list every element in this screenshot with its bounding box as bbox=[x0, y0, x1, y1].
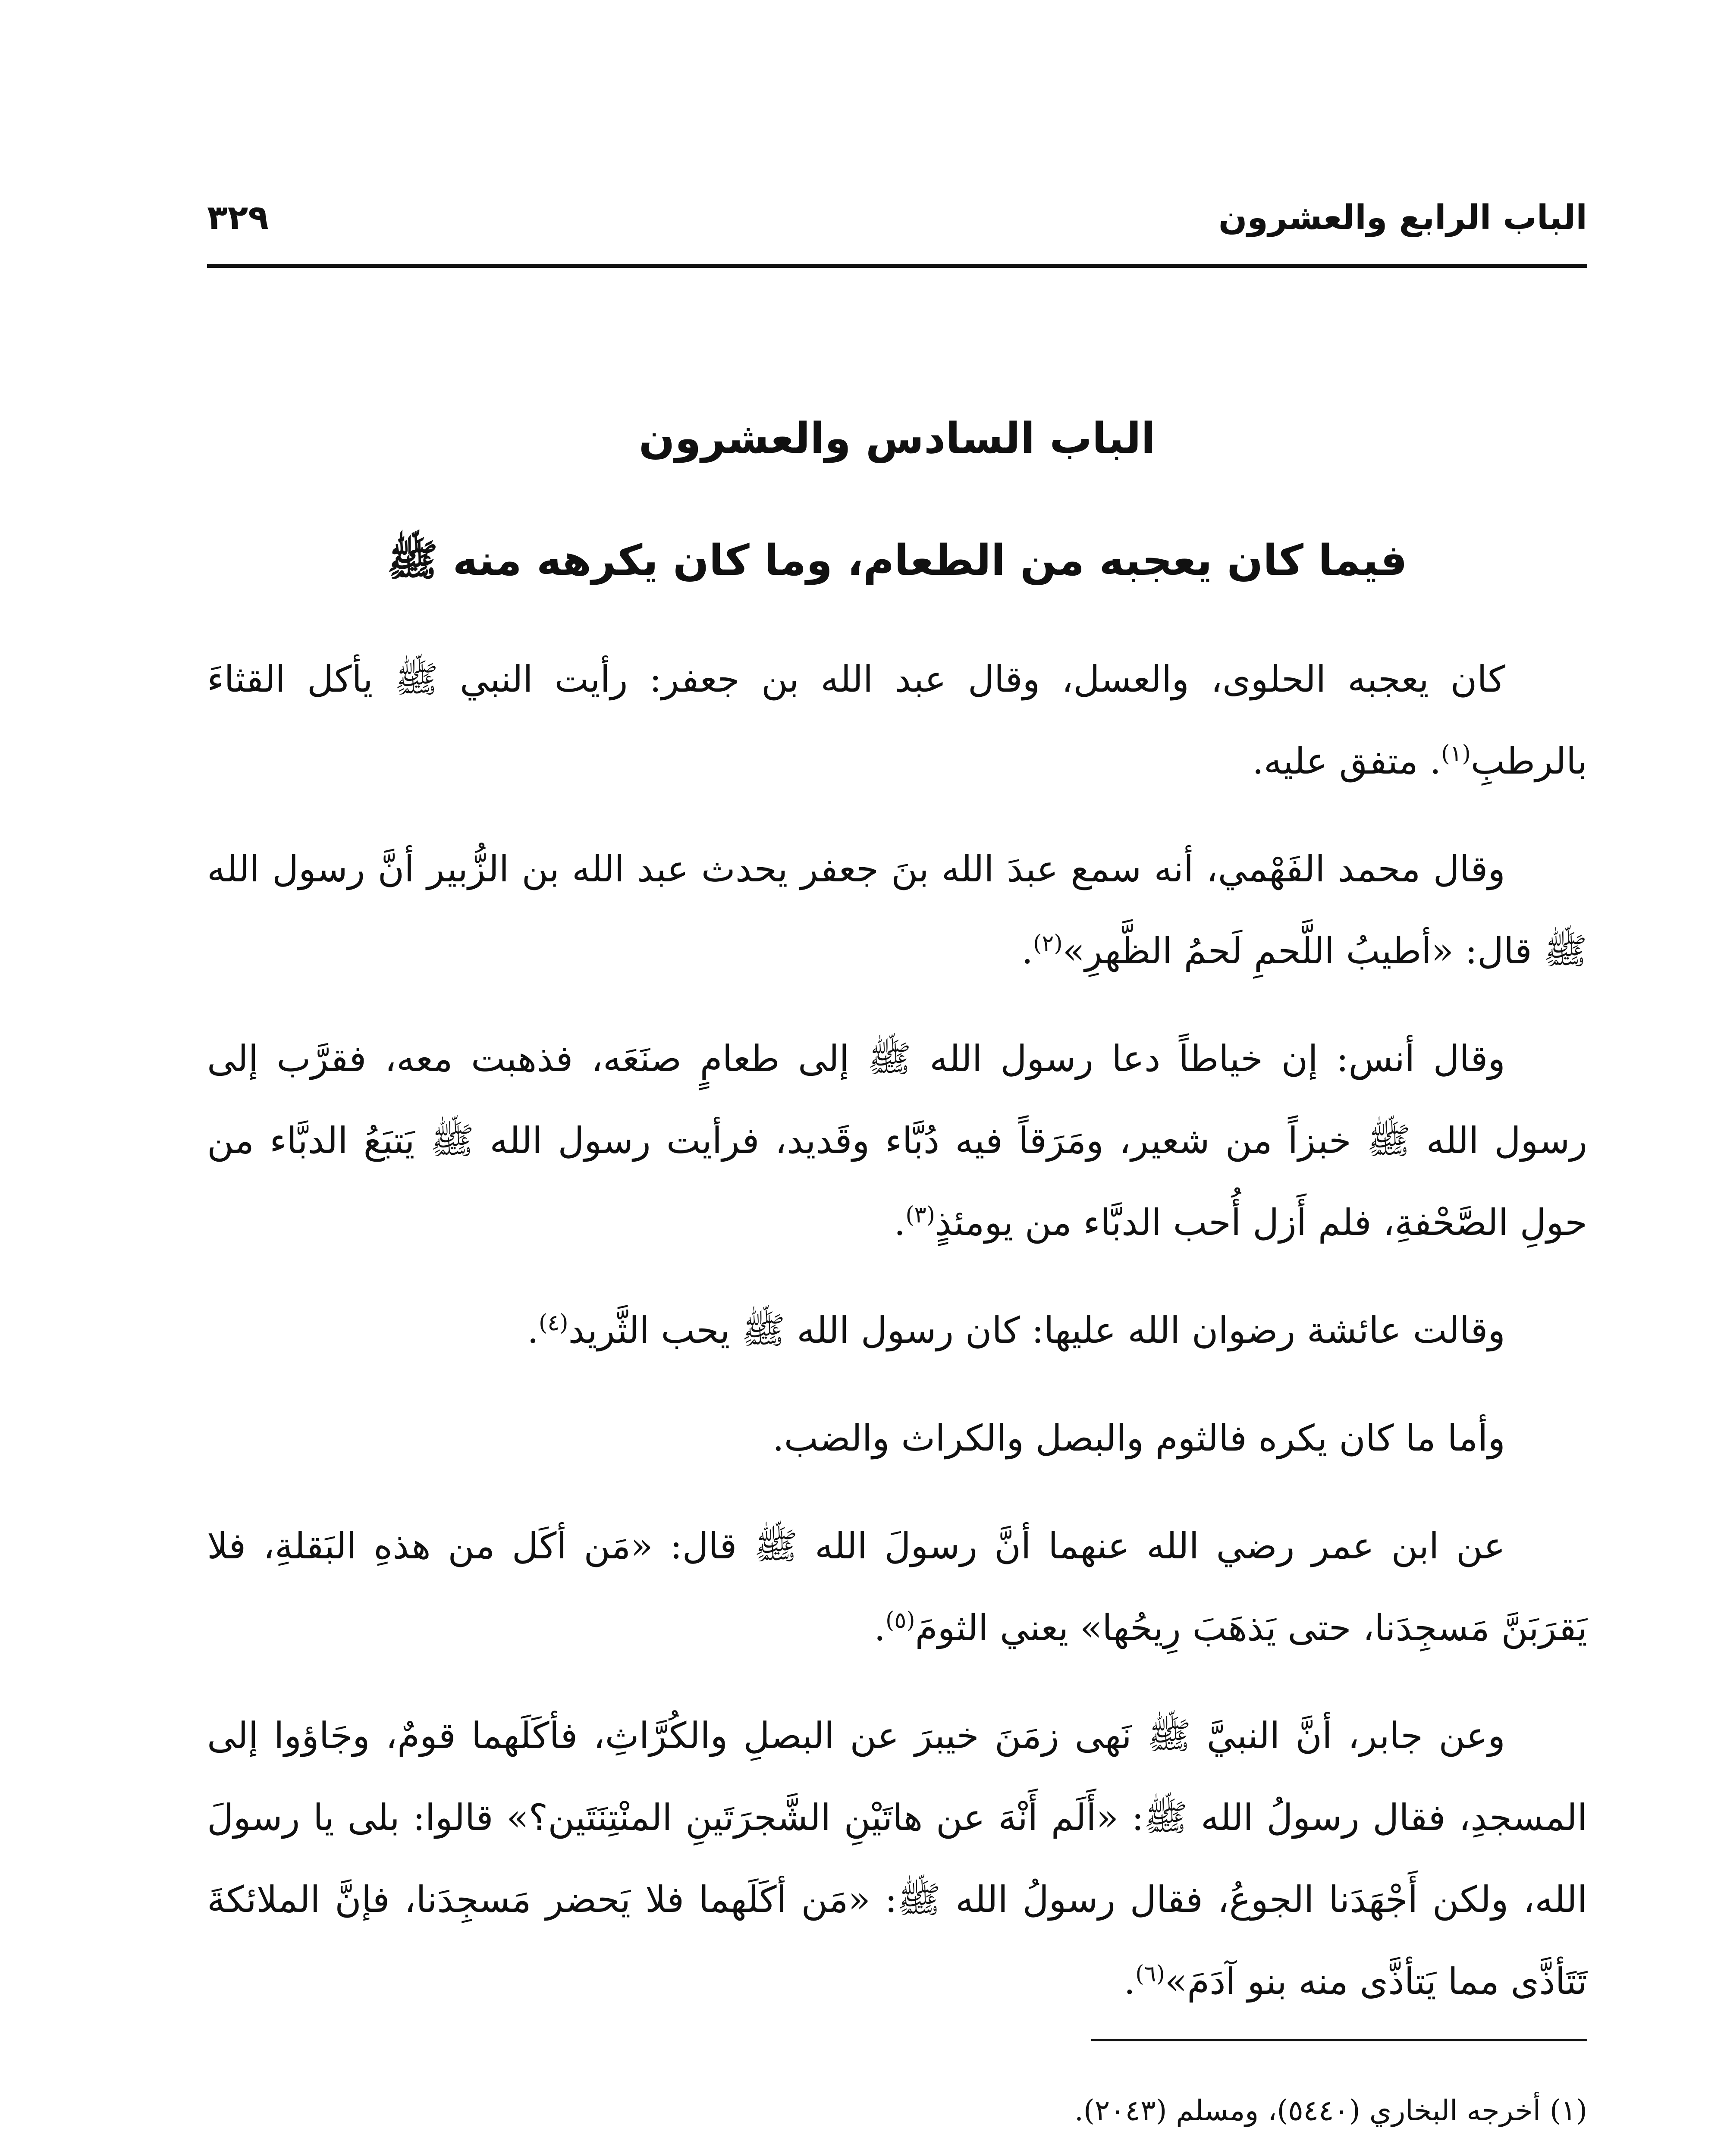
chapter-subtitle: فيما كان يعجبه من الطعام، وما كان يكرهه منه ﷺ bbox=[387, 536, 1407, 585]
footnote: (١) أخرجه البخاري (٥٤٤٠)، ومسلم (٢٠٤٣). bbox=[1074, 2094, 1587, 2127]
footnote-ref: (٣) bbox=[905, 1202, 935, 1228]
paragraph: وقال أنس: إن خياطاً دعا رسول الله ﷺ إلى طعامٍ صنَعَه، فذهبت معه، فقرَّب إلى رسول الله ﷺ خبزاً من شعير، ومَرَقاً فيه دُبَّاء وقَديد، فرأيت رسول الله ﷺ يَتبَعُ الدبَّاء من حولِ الصَّحْفةِ، فلم أَزل أُحب الدبَّاء من يومئذٍ$^{(٣)}$. bbox=[207, 1037, 1587, 1244]
paragraph: وقالت عائشة رضوان الله عليها: كان رسول الله ﷺ يحب الثَّريد$^{(٤)}$. bbox=[527, 1309, 1505, 1351]
footnote bbox=[207, 2143, 1587, 2156]
book-page bbox=[207, 0, 1587, 2156]
footnote-ref: (١) bbox=[1441, 741, 1471, 767]
header-divider bbox=[207, 264, 1587, 268]
running-title: الباب الرابع والعشرون bbox=[1218, 198, 1587, 237]
footnote-ref: (٤) bbox=[538, 1310, 568, 1336]
paragraph: وعن جابر، أنَّ النبيَّ ﷺ نَهى زمَنَ خيبرَ عن البصلِ والكُرَّاثِ، فأكَلَهما قومٌ، وجَاؤوا إلى المسجدِ، فقال رسولُ الله ﷺ: «أَلَم أَنْهَ عن هاتَيْنِ الشَّجرَتَينِ المنْتِنَتَين؟» قالوا: بلى يا رسولَ الله، ولكن أَجْهَدَنا الجوعُ، فقال رسولُ الله ﷺ: «مَن أكَلَهما فلا يَحضر مَسجِدَنا، فإنَّ الملائكةَ تَتَأذَّى مما يَتأذَّى منه بنو آدَمَ»$^{(٦)}$. bbox=[207, 1714, 1587, 2002]
running-header bbox=[207, 172, 1587, 237]
footnote-ref: (٥) bbox=[886, 1608, 915, 1633]
page-number: ٣٢٩ bbox=[207, 198, 269, 237]
paragraph: وقال محمد الفَهْمي، أنه سمع عبدَ الله بنَ جعفر يحدث عبد الله بن الزُّبير أنَّ رسول الله ﷺ قال: «أطيبُ اللَّحمِ لَحمُ الظَّهرِ»$^{(٢)}$. bbox=[207, 848, 1587, 972]
chapter-title: الباب السادس والعشرون bbox=[638, 414, 1156, 463]
footnote-ref: (٦) bbox=[1135, 1961, 1165, 1987]
paragraph: عن ابن عمر رضي الله عنهما أنَّ رسولَ الله ﷺ قال: «مَن أكَل من هذهِ البَقلةِ، فلا يَقرَبَنَّ مَسجِدَنا، حتى يَذهَبَ رِيحُها» يعني الثومَ$^{(٥)}$. bbox=[207, 1525, 1587, 1649]
paragraph: وأما ما كان يكره فالثوم والبصل والكراث والضب. bbox=[773, 1417, 1505, 1459]
body-text bbox=[207, 638, 1587, 2048]
paragraph: كان يعجبه الحلوى، والعسل، وقال عبد الله بن جعفر: رأيت النبي ﷺ يأكل القثاءَ بالرطبِ$^{(١)}$. متفق عليه. bbox=[207, 658, 1587, 782]
footnote-divider bbox=[1091, 2039, 1587, 2041]
footnote-ref: (٢) bbox=[1033, 931, 1063, 956]
footnotes bbox=[207, 2078, 1587, 2156]
